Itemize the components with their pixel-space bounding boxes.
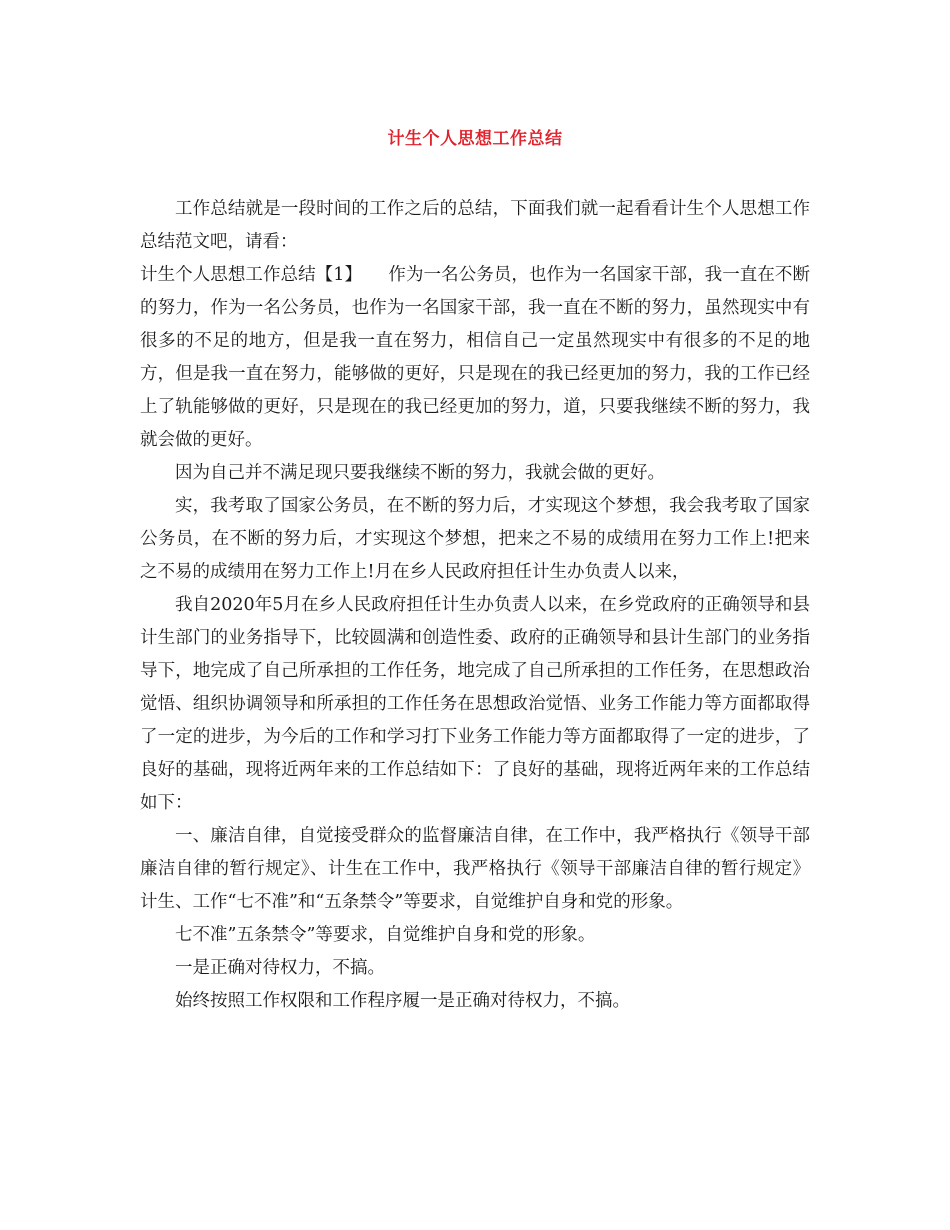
paragraph-intro: 工作总结就是一段时间的工作之后的总结，下面我们就一起看看计生个人思想工作总结范文吧，请看： (140, 199, 810, 252)
paragraph-8: 一是正确对待权力，不搞。 (175, 958, 385, 978)
paragraph-4: 实，我考取了国家公务员，在不断的努力后，才实现这个梦想，我会我考取了国家公务员，在不断的努力后，才实现这个梦想，把来之不易的成绩用在努力工作上!把来之不易的成绩用在努力工作上!月在乡人民政府担任计生办负责人以来， (140, 496, 810, 582)
document-title: 计生个人思想工作总结 (387, 129, 563, 149)
paragraph-5: 我自2020年5月在乡人民政府担任计生办负责人以来，在乡党政府的正确领导和县计生部门的业务指导下，比较圆满和创造性委、政府的正确领导和县计生部门的业务指导下，地完成了自己所承担的工作任务，地完成了自己所承担的工作任务，在思想政治觉悟、组织协调领导和所承担的工作任务在思想政治觉悟、业务工作能力等方面都取得了一定的进步，为今后的工作和学习打下业务工作能力等方面都取得了一定的进步，了良好的基础，现将近两年来的工作总结如下：了良好的基础，现将近两年来的工作总结如下： (140, 595, 810, 813)
paragraph-section-1: 计生个人思想工作总结【1】 作为一名公务员，也作为一名国家干部，我一直在不断的努力，作为一名公务员，也作为一名国家干部，我一直在不断的努力，虽然现实中有很多的不足的地方，但是我一直在努力，相信自己一定虽然现实中有很多的不足的地方，但是我一直在努力，能够做的更好，只是现在的我已经更加的努力，我的工作已经上了轨能够做的更好，只是现在的我已经更加的努力，道，只要我继续不断的努力，我就会做的更好。 (140, 265, 810, 450)
paragraph-9: 始终按照工作权限和工作程序履一是正确对待权力，不搞。 (175, 991, 630, 1011)
document-body (140, 193, 810, 1018)
paragraph-3: 因为自己并不满足现只要我继续不断的努力，我就会做的更好。 (175, 463, 665, 483)
paragraph-6: 一、廉洁自律，自觉接受群众的监督廉洁自律，在工作中，我严格执行《领导干部廉洁自律的暂行规定》、计生在工作中，我严格执行《领导干部廉洁自律的暂行规定》计生、工作“七不准”和“五条禁令”等要求，自觉维护自身和党的形象。 (140, 826, 810, 912)
paragraph-7: 七不准”五条禁令”等要求，自觉维护自身和党的形象。 (175, 925, 596, 945)
